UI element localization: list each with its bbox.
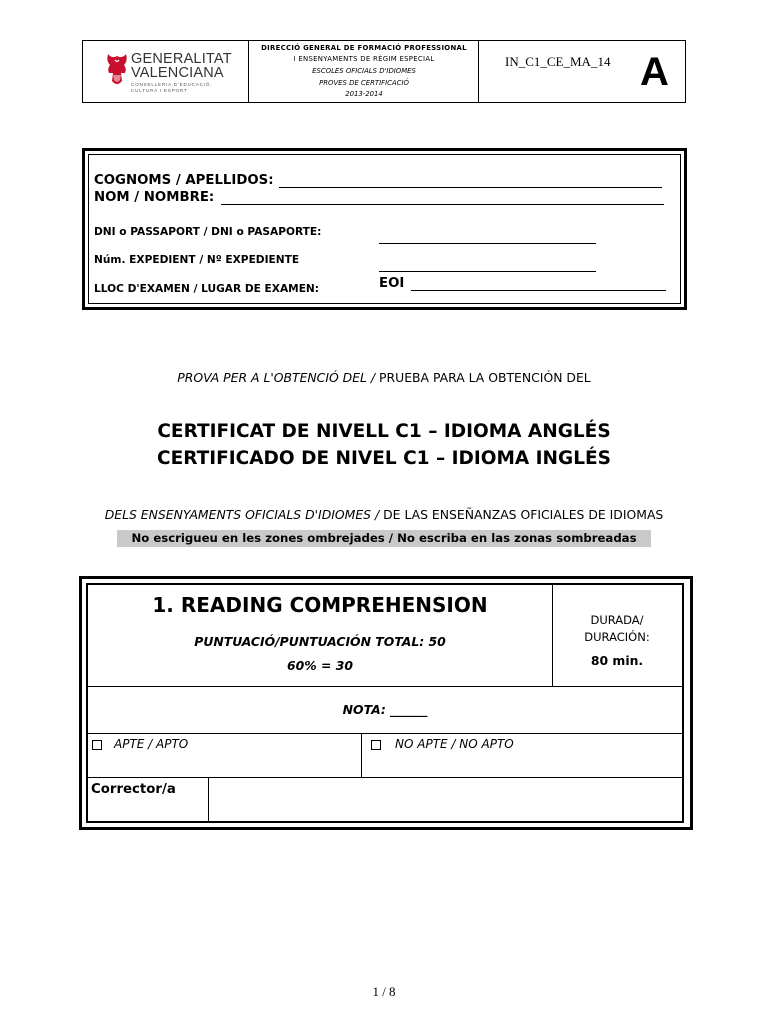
logo-line-2: VALENCIANA xyxy=(131,65,224,81)
header-line-3: ESCOLES OFICIALS D'IDIOMES xyxy=(312,67,416,75)
header-title-cell xyxy=(249,41,479,102)
apte-checkbox[interactable] xyxy=(92,740,102,750)
surname-field[interactable] xyxy=(279,187,662,188)
duration-value: 80 min. xyxy=(590,653,644,668)
prova-italic: PROVA PER A L'OBTENCIÓ DEL xyxy=(177,370,367,385)
reading-box xyxy=(79,576,693,830)
name-field[interactable] xyxy=(221,204,664,205)
apte-divider xyxy=(361,733,362,777)
generalitat-crest-icon xyxy=(104,51,130,89)
nota-field[interactable]: NOTA: ______ xyxy=(342,702,428,717)
apte-bottom-divider xyxy=(88,777,682,778)
dels-normal: DE LAS ENSEÑANZAS OFICIALES DE IDIOMAS xyxy=(383,507,664,522)
logo-line-1: GENERALITAT xyxy=(131,51,232,67)
header-line-4: PROVES DE CERTIFICACIÓ xyxy=(319,79,409,87)
pass-threshold: 60% = 30 xyxy=(287,658,353,673)
header-line-2: I ENSENYAMENTS DE RÈGIM ESPECIAL xyxy=(293,55,435,63)
title-valencian: CERTIFICAT DE NIVELL C1 – IDIOMA ANGLÉS xyxy=(157,421,611,442)
corrector-divider xyxy=(208,778,209,821)
no-apte-label: NO APTE / NO APTO xyxy=(395,737,514,751)
exam-code: IN_C1_CE_MA_14 xyxy=(505,54,611,69)
surname-label: COGNOMS / APELLIDOS: xyxy=(94,173,274,188)
header-table xyxy=(82,40,686,103)
prova-line xyxy=(0,370,768,385)
page-number: 1 / 8 xyxy=(372,984,396,999)
duration-label-1: DURADA/ xyxy=(590,613,644,627)
corrector-field[interactable] xyxy=(210,779,680,819)
section-title: 1. READING COMPREHENSION xyxy=(152,593,488,617)
corrector-label: Corrector/a xyxy=(91,782,176,797)
nota-divider xyxy=(88,733,682,734)
score-divider xyxy=(88,686,682,687)
exam-place-label: LLOC D'EXAMEN / LUGAR DE EXAMEN: xyxy=(94,283,320,295)
name-label: NOM / NOMBRE: xyxy=(94,190,215,205)
dels-separator: / xyxy=(375,507,380,522)
identification-box-inner xyxy=(88,154,681,304)
file-number-label: Núm. EXPEDIENT / Nº EXPEDIENTE xyxy=(94,254,300,266)
no-apte-checkbox[interactable] xyxy=(371,740,381,750)
apte-label: APTE / APTO xyxy=(114,737,189,751)
warning-text: No escrigueu en les zones ombrejades / No escriba en las zonas sombreadas xyxy=(131,531,637,545)
reading-box-inner xyxy=(86,583,684,823)
score-total: PUNTUACIÓ/PUNTUACIÓN TOTAL: 50 xyxy=(194,634,446,649)
header-line-5: 2013-2014 xyxy=(345,90,383,98)
logo-line-4: CULTURA I ESPORT xyxy=(131,87,188,93)
prova-separator: / xyxy=(370,370,376,385)
file-number-field[interactable] xyxy=(379,271,596,272)
dni-field[interactable] xyxy=(379,243,596,244)
header-line-1: DIRECCIÓ GENERAL DE FORMACIÓ PROFESSIONAL xyxy=(261,44,467,52)
dni-label: DNI o PASSAPORT / DNI o PASAPORTE: xyxy=(94,226,322,238)
logo-text xyxy=(131,52,232,93)
header-code-cell xyxy=(479,41,685,102)
dels-italic: DELS ENSENYAMENTS OFICIALS D'IDIOMES xyxy=(104,507,372,522)
logo-line-3: CONSELLERIA D'EDUCACIÓ, xyxy=(131,82,213,87)
prova-normal: PRUEBA PARA LA OBTENCIÓN DEL xyxy=(379,370,591,385)
duration-label xyxy=(552,612,682,646)
eoi-field[interactable] xyxy=(411,290,666,291)
dels-line xyxy=(0,507,768,522)
title-spanish: CERTIFICADO DE NIVEL C1 – IDIOMA INGLÉS xyxy=(157,448,611,469)
identification-box xyxy=(82,148,687,310)
logo-cell xyxy=(83,41,249,102)
exam-letter: A xyxy=(640,50,669,94)
eoi-label: EOI xyxy=(379,276,405,291)
duration-label-2: DURACIÓN: xyxy=(584,630,650,644)
